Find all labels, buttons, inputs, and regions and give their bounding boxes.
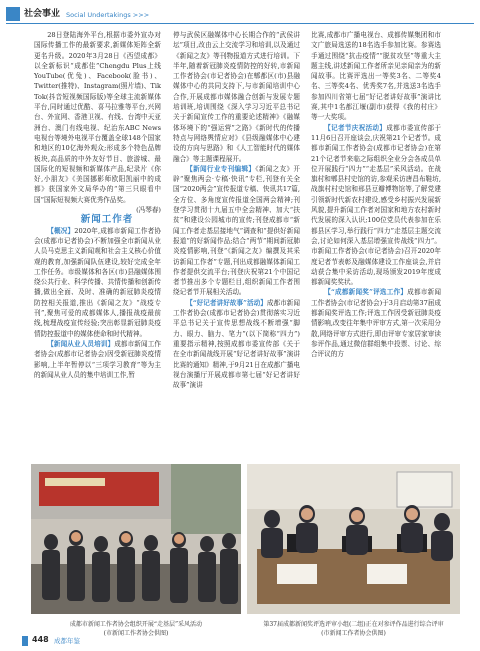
paragraph-heading: 【“好记者讲好故事”活动】 xyxy=(186,298,267,307)
paragraph-heading: 【概况】 xyxy=(47,226,75,235)
caption-source: (市新闻工作者协会供图) xyxy=(103,630,169,637)
page-marker-icon xyxy=(22,636,28,646)
section-subtitle: Social Undertakings >>> xyxy=(66,11,150,19)
photo-field-trip-image xyxy=(31,464,241,614)
paragraph xyxy=(173,298,300,391)
paragraph xyxy=(173,164,300,298)
paragraph-heading: 【新闻从业人员培训】 xyxy=(47,339,115,348)
paragraph-text: 成都市新闻工作者协会(市记者协会)于3月启动第37届成都新闻奖评选工作;评选工作因受新冠肺炎疫情影响,改变往年集中评审方式,第一次采用分散,网络评审方式进行,即由评审专家居家审读参评作品,通过微信群组集中投票、讨论、综合评议的方 xyxy=(311,288,441,359)
paragraph xyxy=(34,226,161,339)
section-title: 社会事业 xyxy=(24,9,61,19)
paragraph-text: 成都市委宣传部于11月6日召开座谈会,庆祝第21个记者节。成都市新闻工作者协会(成都市记者协会)在第21个记者节来临之际组织全业分会各成员单位开展践行“四力”“走基层”采风活动。在战旗村和郫县村史馆的访,参观采访唐昌布鞋坊,战旗村村史馆和邢县豆瓣博物馆等,了解党建引领新时代新农村建设,感受乡村振兴发展新风貌,提升新闻工作者对国家和地方农村新时代发展的深入认识;100位党员代表参加在乐都县区学习,举行践行“四力”走基层主题交流会,讨论如何深入基层增强宣传战线“四力”。市新闻工作者协会(市记者协会)召开2020年度记者节表彰及融媒体建设工作座谈会,并启动获合集中采访活动,现场颁发2019年度成都新闻奖奖状。 xyxy=(311,123,442,287)
page-footer xyxy=(0,634,480,650)
paragraph-text: 成都市新闻工作者协会(成都市记者协会)因受新冠肺炎疫情影响,上半年暂停以“三项学习教育”等为主的新闻从业人员的集中培训工作,暂 xyxy=(34,339,162,379)
caption-source: (市新闻工作者协会供图) xyxy=(321,630,386,637)
photo-review-panel xyxy=(247,464,460,614)
header-divider xyxy=(6,23,474,24)
caption-text: 第37届成都新闻奖评选评审小组(二组)正在对参评作品进行综合评审 xyxy=(263,621,444,628)
paragraph: 28日登陆海外平台,根据市委外宣办对国际传播工作的最新要求,新媒体矩阵全新更名升级。2020年3月28日《西望成都》以全新标识“成都佳”Chengdu Plus上线YouTube(优兔)、Facebook(脸书)、Twitter(推特)、Instagram(照片墙)、Tik Tok(抖音短视频国际版)等全球主流新媒体平台,同时通过优酷、喜马拉雅等平台,兴网台、外宣网、香港卫视、有线、台湾中天亚洲台、澳门有线电视、纪治东ABC News电视台等境外电视平台覆盖全球148个国家和地区的10亿海外观众;形成多个特色品牌板块,高品质的中外友好节目、旅游城、最国际化的短视频和新媒体产品,纪录片《你好,小朋友》《美国挪影师欧阳凯丽中的成都》获国家外文局华办的“第三只眼看中国”国际短视频大赛优秀作品奖。 xyxy=(34,31,161,204)
source-note: (冯琴春) xyxy=(136,206,161,215)
paragraph-heading: 【记者节庆祝活动】 xyxy=(324,123,387,132)
running-header xyxy=(6,6,474,22)
paragraph xyxy=(311,287,441,359)
section-marker-icon xyxy=(6,7,20,21)
paragraph-heading: 【“成都新闻奖”评选工作】 xyxy=(324,288,408,297)
text-column-2 xyxy=(173,30,300,390)
paragraph: 停与武侯区融媒体中心长期合作的“武侯讲坛”项目,改由云上交流学习和培训,以及通过《新闻之友》等刊物报道方式进行培训。下半年,随着新冠肺炎疫情防控的好转,市新闻工作者协会(市记者协会)在郫都区(市)县融媒体中心的共同支持下,与市新闻培训中心合作,开展成都市媒体融合创新与发展专题培训班,培训围绕《深入学习习近平总书记关于新闻宣传工作的重要论述精神》《融媒体环境下的“强运营”之路》《新时代的传播特点与网络舆情应对》《县级融媒体中心建设的方向与思路》和《人工智能时代的媒体融合》等主题课程展开。 xyxy=(173,31,300,163)
photo-field-trip xyxy=(31,464,241,614)
paragraph xyxy=(34,339,161,380)
page-number: 448 xyxy=(32,635,49,644)
paragraph-text: 《新闻之友》开辟“聚焦两会·专稿·快讯”专栏,刊登有关全国“2020两会”宣传报道专稿、快讯共17篇,全方位、多角度宣传报道全国两会精神;刊登学习贯彻十九届五中全会精神、加大“扶贫”和建设公园城市的宣传;刊登成都市“新闻工作者走基层接地气”调查和“提供好新闻报道”的好新闻作品;结合“两节”期间新冠肺炎疫情影响,刊登“《新闻之友》编撰及其采访新闻工作者”专题,刊出成都融媒体新闻工作者提供交流平台;刊登庆祝第21个中国记者节推出多个专题栏目,组织新闻工作者围绕记者节开展相关活动。 xyxy=(173,164,301,297)
paragraph-text: 成都市新闻工作者协会(成都市记者协会)贯彻落实习近平总书记关于宣传思想战线不断增强“脚力、眼力、脑力、笔力”(以下简称“四力”)重要指示精神,按照成都市委宣传部《关于在全市新闻战线开展“好记者讲好故事”演讲比赛的通知》精神,于9月21日在成都广播电视台演播厅开展成都市第七届“好记者讲好故事”演讲 xyxy=(173,298,300,390)
paragraph-text: 2020年,成都市新闻工作者协会(成都市记者协会)不断加强全市新闻从业人员马克思主义新闻观和社会主义核心价值观的教育,加强新闻队伍建设,较好完成全年工作任务。市级媒体和各区(市)县融媒体围绕公共行业、科学传播、共情传播和创新传播,做出全面、及时、准确的新冠肺炎疫情防控相关报道,推出《新闻之友》“战疫专刊”,聚焦可爱的成都媒体人,播报战疫最前线,梳理战疫宣传经验;突出彰显新冠肺炎疫情防控报道中的媒体使命和时代精神。 xyxy=(34,226,161,338)
book-title: 成都年鉴 xyxy=(54,637,80,645)
photo-review-panel-image xyxy=(247,464,460,614)
caption-text: 成都市新闻工作者协会组织开展“走基层”采风活动 xyxy=(69,621,203,628)
paragraph: 比赛,成都市广播电视台、成都传媒集团和市文广旅局选送的18名选手参加比赛。参赛选手通过围绕“抗击疫情”“脱贫攻坚”等重大主题主线,讲述新闻工作者所亲见亲闻亲为的新闻故事。比赛评选出一等奖3名、二等奖4名、三等奖4名、优秀奖7名,并选送3名选手参加四川省第七届“好记者讲好故事”演讲比赛,其中1名都江堰(副市)获得《我的村庄》等一大奖项。 xyxy=(311,31,441,122)
text-column-1 xyxy=(34,30,161,380)
subsection-title: 新闻工作者 xyxy=(80,214,134,226)
text-column-3 xyxy=(311,30,441,360)
paragraph xyxy=(311,123,441,288)
paragraph-heading: 【新闻行业专刊编辑】 xyxy=(186,164,256,173)
